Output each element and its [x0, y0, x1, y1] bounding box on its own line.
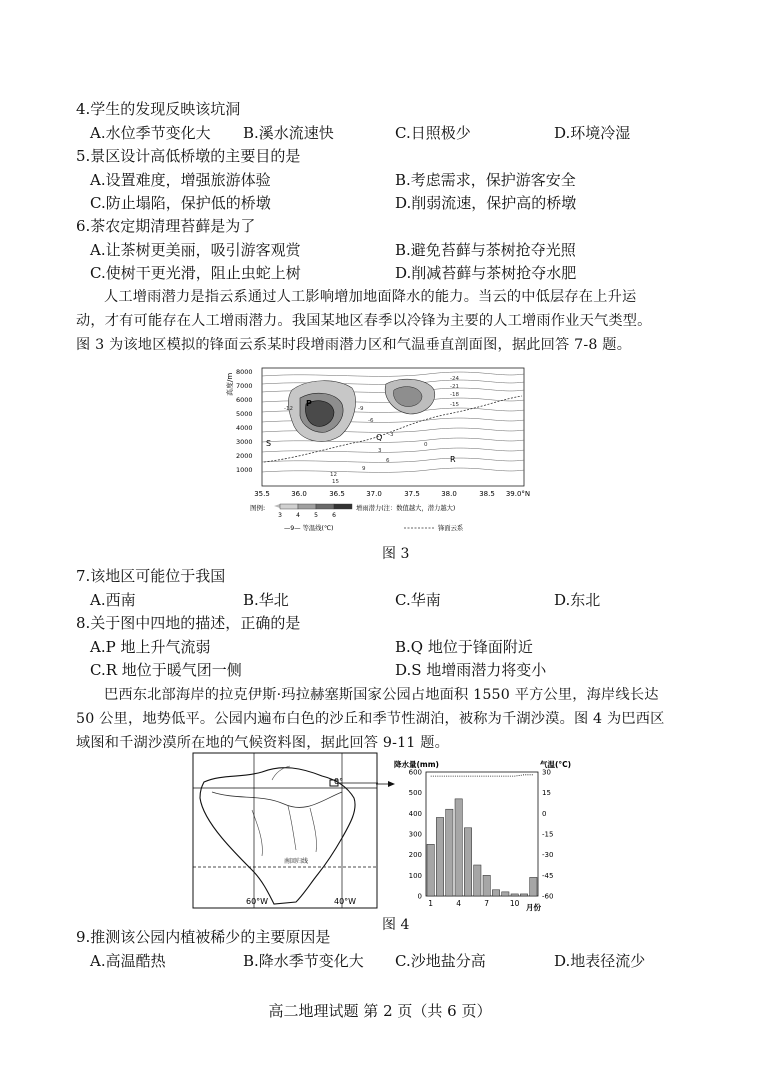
page-footer: 高二地理试题 第 2 页（共 6 页） [268, 1002, 492, 1020]
fig4-x-axis [428, 899, 519, 908]
q5-option-d: D.削弱流速，保护高的桥墩 [395, 194, 577, 212]
fig4-precip-bars [427, 799, 537, 896]
fig3-legend-value: 4 [296, 512, 300, 519]
fig3-iso-label: 9 [362, 466, 366, 472]
figure3-cross-section [228, 366, 532, 536]
month-tick-label: 10 [509, 899, 520, 908]
fig3-ytick: 6000 [236, 396, 253, 404]
precip-bar [530, 877, 537, 896]
passage2-line1: 巴西东北部海岸的拉克伊斯·玛拉赫塞斯国家公园占地面积 1550 平方公里，海岸线长达 [104, 687, 659, 703]
fig3-iso-label: 3 [378, 448, 382, 454]
fig4-lon40-label: 40°W [334, 897, 357, 906]
precip-bar [427, 844, 434, 896]
fig3-xtick: 38.5 [479, 490, 495, 498]
q9-option-d: D.地表径流少 [554, 952, 646, 970]
fig3-legend-isotherm: —9— 等温线(℃) [284, 525, 334, 532]
fig4-chart-xlabel: 月份 [526, 903, 541, 912]
q7-option-a: A.西南 [90, 591, 136, 609]
fig3-iso-label: -24 [450, 376, 459, 382]
precip-bar [455, 799, 462, 896]
fig3-ytick: 4000 [236, 424, 253, 432]
q6-option-b: B.避免苔藓与茶树抢夺光照 [395, 241, 576, 259]
precip-tick-label: 600 [408, 768, 422, 777]
fig4-tropic-label: 南回归线 [284, 858, 309, 865]
fig3-ytick: 7000 [236, 382, 253, 390]
month-tick-label: 1 [428, 899, 434, 908]
month-tick-label: 4 [456, 899, 462, 908]
fig3-iso-label: -3 [388, 432, 394, 438]
fig3-iso-label: -9 [358, 406, 364, 412]
fig3-point-s: S [266, 439, 272, 448]
q9-option-c: C.沙地盐分高 [395, 952, 486, 970]
fig3-legend-swatch-5 [316, 504, 334, 509]
q4-option-c: C.日照极少 [395, 124, 471, 142]
precip-tick-label: 200 [408, 851, 422, 860]
fig3-xtick: 35.5 [254, 490, 270, 498]
fig3-legend-value: 6 [332, 512, 336, 519]
temp-tick-label: -45 [542, 871, 554, 880]
fig3-legend-arrow [274, 504, 280, 508]
temp-tick-label: 30 [542, 768, 551, 777]
precip-tick-label: 100 [408, 871, 422, 880]
fig3-ylabel: 高度/m [226, 372, 234, 396]
fig4-equator-label: 0° [334, 777, 344, 786]
fig3-xtick: 37.5 [404, 490, 420, 498]
q6-option-a: A.让茶树更美丽，吸引游客观赏 [90, 241, 301, 259]
precip-tick-label: 400 [408, 809, 422, 818]
fig3-ytick: 2000 [236, 452, 253, 460]
fig3-xtick: 38.0 [441, 490, 457, 498]
fig3-iso-label: 0 [424, 442, 428, 448]
temp-tick-label: -60 [542, 892, 554, 901]
precip-bar [502, 892, 509, 896]
passage1-line1: 人工增雨潜力是指云系通过人工影响增加地面降水的能力。当云的中低层存在上升运 [104, 289, 637, 305]
q5-stem: 5.景区设计高低桥墩的主要目的是 [76, 147, 301, 165]
fig3-iso-label: -12 [284, 406, 293, 412]
temp-tick-label: 0 [542, 809, 547, 818]
figure3-caption: 图 3 [382, 546, 410, 562]
q5-option-a: A.设置难度，增强旅游体验 [90, 171, 271, 189]
q4-option-b: B.溪水流速快 [243, 124, 334, 142]
passage2-line2: 50 公里，地势低平。公园内遍布白色的沙丘和季节性湖泊，被称为千湖沙漠。图 4 为巴西区 [76, 711, 665, 727]
passage1-line2: 动，才有可能存在人工增雨潜力。我国某地区春季以冷锋为主要的人工增雨作业天气类型。 [76, 313, 652, 329]
fig4-left-axis [409, 769, 422, 901]
fig3-xtick: 39.0°N [505, 490, 531, 498]
month-tick-label: 7 [484, 899, 490, 908]
fig3-iso-label: -18 [450, 392, 459, 398]
figure4-caption: 图 4 [382, 917, 410, 933]
precip-bar [492, 890, 499, 896]
fig3-xtick: 36.0 [291, 490, 307, 498]
q6-option-d: D.削减苔藓与茶树抢夺水肥 [395, 264, 577, 282]
q8-stem: 8.关于图中四地的描述，正确的是 [76, 614, 301, 632]
precip-bar [474, 865, 481, 896]
precip-bar [436, 817, 443, 896]
q8-option-c: C.R 地位于暖气团一侧 [90, 661, 242, 679]
fig3-point-r: R [450, 455, 456, 464]
fig3-iso-label: -6 [368, 418, 374, 424]
q7-option-b: B.华北 [243, 591, 289, 609]
q8-option-d: D.S 地增雨潜力将变小 [395, 661, 547, 679]
precip-tick-label: 0 [417, 892, 422, 901]
fig3-legend-swatch-3 [280, 504, 298, 509]
figure4-brazil-map [192, 752, 378, 909]
q5-option-b: B.考虑需求，保护游客安全 [395, 171, 576, 189]
fig3-ytick: 5000 [236, 410, 253, 418]
temp-tick-label: 15 [542, 789, 551, 798]
fig3-xtick: 36.5 [329, 490, 345, 498]
fig4-chart-ylabel: 降水量(mm) [394, 760, 439, 769]
fig3-point-q: Q [376, 433, 383, 442]
q7-option-c: C.华南 [395, 591, 441, 609]
q8-option-a: A.P 地上升气流弱 [90, 638, 211, 656]
q9-option-a: A.高温酷热 [90, 952, 166, 970]
figure4-climate-chart [392, 760, 572, 916]
precip-bar [520, 894, 527, 896]
fig4-right-axis [542, 769, 553, 901]
fig3-iso-label: -15 [450, 402, 459, 408]
precip-bar [511, 894, 518, 896]
fig3-legend-swatch-6 [334, 504, 352, 509]
precip-bar [483, 875, 490, 896]
temp-tick-label: -30 [542, 851, 554, 860]
temp-tick-label: -15 [542, 830, 554, 839]
fig4-lon60-label: 60°W [246, 897, 269, 906]
precip-tick-label: 500 [408, 789, 422, 798]
precip-bar [446, 809, 453, 896]
q8-option-b: B.Q 地位于锋面附近 [395, 638, 533, 656]
q6-stem: 6.茶农定期清理苔藓是为了 [76, 217, 256, 235]
fig3-ytick: 3000 [236, 438, 253, 446]
fig3-legend-note: 增雨潜力(注：数值越大，潜力越大) [356, 505, 456, 512]
q4-stem: 4.学生的发现反映该坑洞 [76, 100, 241, 118]
fig3-iso-label: -21 [450, 384, 459, 390]
fig3-legend-swatch-4 [298, 504, 316, 509]
q7-stem: 7.该地区可能位于我国 [76, 567, 226, 585]
q4-option-a: A.水位季节变化大 [90, 124, 211, 142]
passage2-line3: 域图和千湖沙漠所在地的气候资料图，据此回答 9-11 题。 [76, 735, 450, 751]
q4-option-d: D.环境冷湿 [554, 124, 631, 142]
fig3-point-p: P [306, 399, 312, 408]
q9-option-b: B.降水季节变化大 [243, 952, 364, 970]
fig4-temperature-line [431, 775, 534, 776]
q9-stem: 9.推测该公园内植被稀少的主要原因是 [76, 928, 331, 946]
fig3-iso-label: 6 [386, 458, 390, 464]
q5-option-c: C.防止塌陷，保护低的桥墩 [90, 194, 271, 212]
fig3-ytick: 1000 [236, 466, 253, 474]
precip-bar [464, 828, 471, 896]
fig3-iso-label: 15 [332, 479, 339, 485]
precip-tick-label: 300 [408, 830, 422, 839]
fig3-legend-value: 3 [278, 512, 282, 519]
q6-option-c: C.使树干更光滑，阻止虫蛇上树 [90, 264, 301, 282]
fig3-iso-label: 12 [330, 472, 337, 478]
fig3-xtick: 37.0 [366, 490, 382, 498]
fig3-ytick: 8000 [236, 368, 253, 376]
fig3-legend-value: 5 [314, 512, 318, 519]
q7-option-d: D.东北 [554, 591, 601, 609]
passage1-line3: 图 3 为该地区模拟的锋面云系某时段增雨潜力区和气温垂直剖面图，据此回答 7-8 题。 [76, 337, 632, 353]
fig3-legend-front: 锋面云系 [438, 525, 464, 532]
fig3-legend-title: 图例: [250, 504, 266, 512]
fig4-chart-y2label: 气温(°C) [540, 760, 572, 769]
